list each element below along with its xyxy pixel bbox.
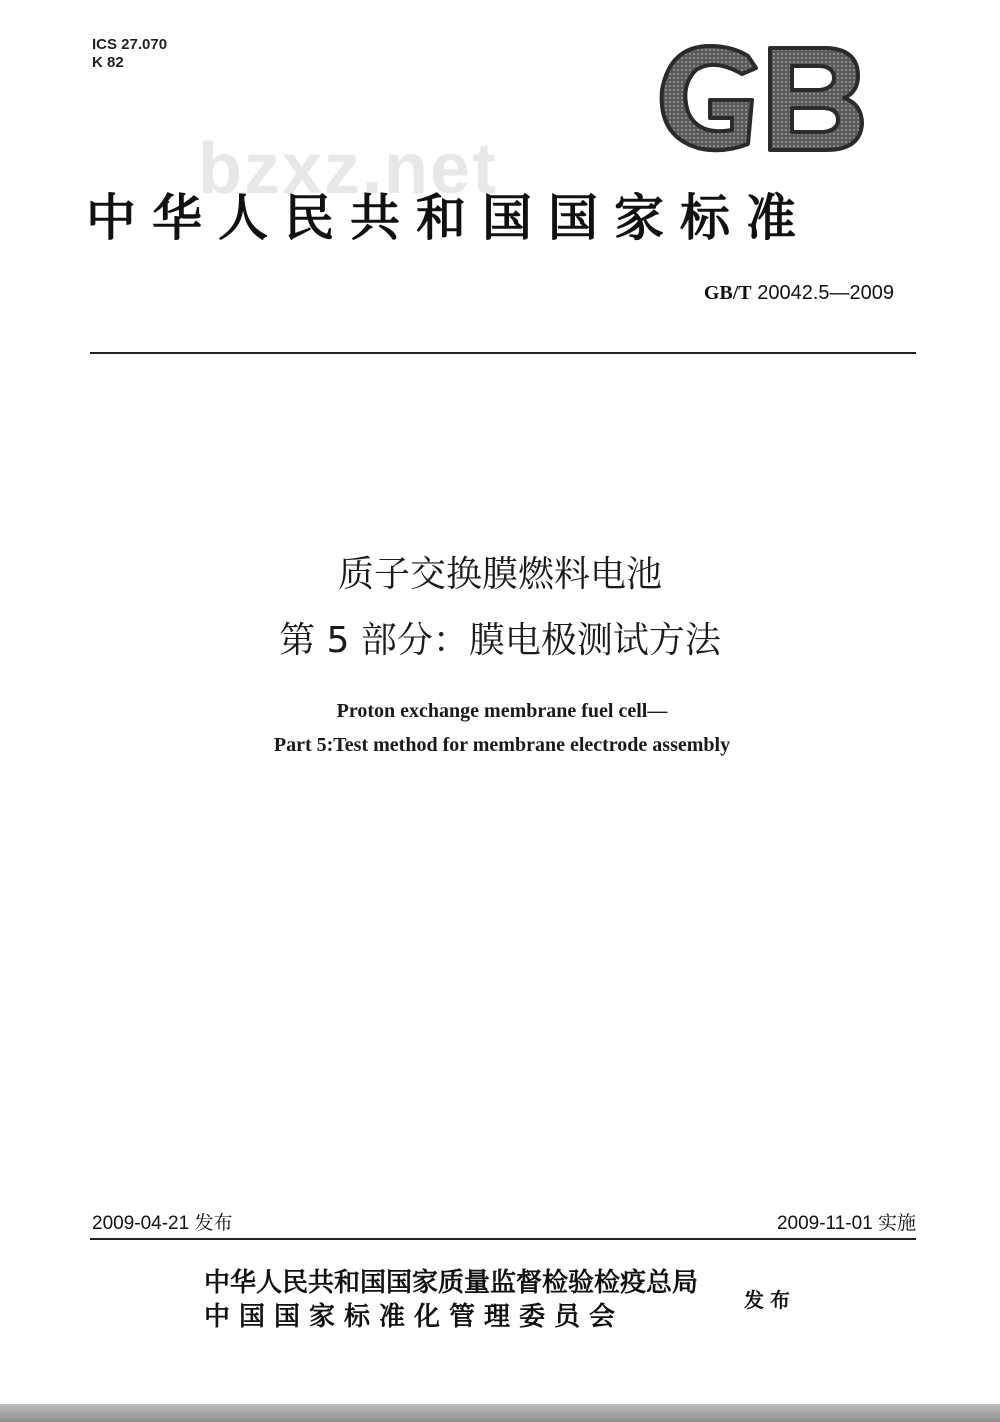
standard-prefix: GB/T bbox=[703, 282, 752, 304]
chinese-title-line1: 质子交换膜燃料电池 bbox=[337, 554, 662, 595]
standard-number bbox=[704, 282, 894, 305]
standard-code: 20042.5—2009 bbox=[757, 282, 894, 304]
classification-codes bbox=[92, 36, 167, 72]
page-edge-bar bbox=[0, 1404, 1000, 1422]
english-title-line1: Proton exchange membrane fuel cell— bbox=[336, 700, 668, 722]
gb-logo-icon bbox=[652, 40, 868, 158]
ics-code: ICS 27.070 bbox=[92, 36, 168, 53]
publisher-line1: 中华人民共和国国家质量监督检验检疫总局 bbox=[204, 1268, 699, 1298]
watermark: bzxz.net bbox=[198, 129, 499, 209]
publisher-line2: 中国国家标准化管理委员会 bbox=[204, 1302, 625, 1332]
chinese-title-line2: 第 5 部分：膜电极测试方法 bbox=[279, 620, 721, 661]
bottom-divider bbox=[90, 1238, 916, 1240]
implementation-date: 2009-11-01 实施 bbox=[776, 1213, 916, 1234]
ccs-code: K 82 bbox=[92, 54, 124, 71]
publishers-block bbox=[204, 1266, 698, 1334]
issue-date: 2009-04-21 发布 bbox=[92, 1213, 233, 1234]
main-title: 中华人民共和国国家标准 bbox=[86, 188, 812, 247]
english-title-line2: Part 5:Test method for membrane electrode assembly bbox=[273, 734, 731, 756]
top-divider bbox=[90, 352, 916, 354]
publish-label: 发布 bbox=[744, 1288, 796, 1312]
